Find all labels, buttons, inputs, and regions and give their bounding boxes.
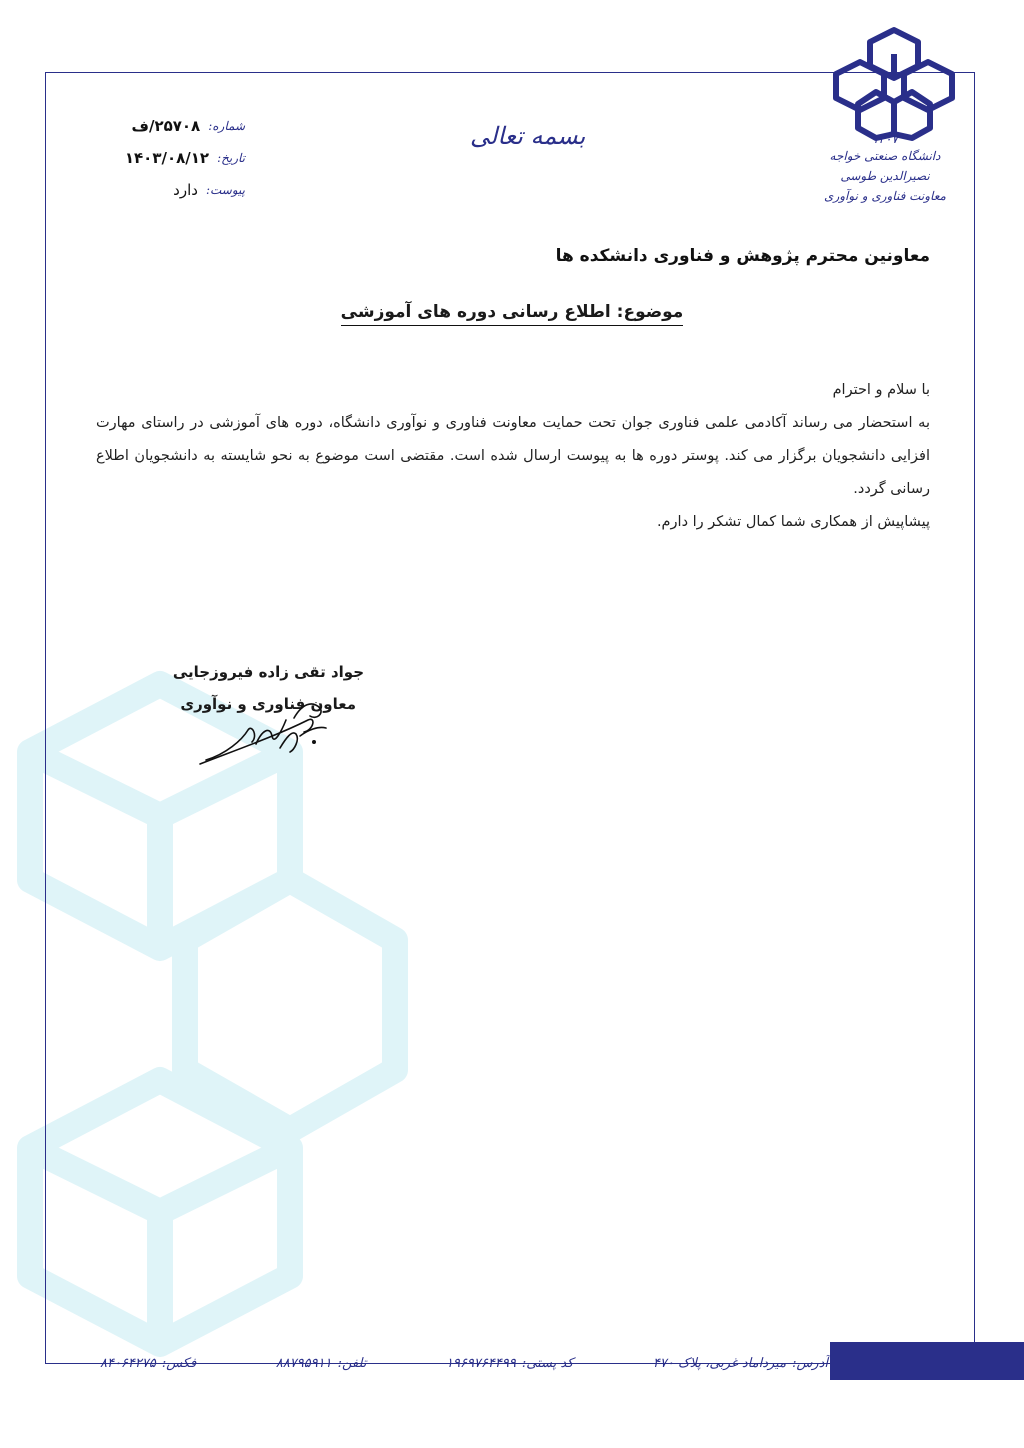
university-name-block (810, 132, 960, 206)
footer-contact (100, 1348, 828, 1378)
footer-phone (276, 1356, 367, 1371)
footer-postal (446, 1356, 573, 1371)
date-value: ۱۴۰۳/۰۸/۱۲ (124, 149, 210, 167)
letter-body (96, 374, 930, 539)
university-name: دانشگاه صنعتی خواجه نصیرالدین طوسی (829, 149, 941, 183)
fax-label: فکس: (161, 1355, 197, 1371)
greeting: با سلام و احترام (832, 382, 930, 398)
postal-value: ۱۹۶۹۷۶۴۴۹۹ (446, 1355, 516, 1371)
phone-value: ۸۸۷۹۵۹۱۱ (275, 1355, 332, 1371)
handwritten-signature-icon (196, 690, 346, 770)
fax-value: ۸۴۰۶۴۲۷۵ (99, 1355, 156, 1371)
meta-attachment-row (105, 174, 245, 206)
postal-label: کد پستی: (521, 1355, 574, 1371)
signer-title: معاون فناوری و نوآوری (180, 695, 356, 713)
meta-date-row (105, 142, 245, 174)
signer-name: جواد تقی زاده فیروزجایی (172, 663, 364, 681)
recipient-line: معاونین محترم پژوهش و فناوری دانشکده ها (555, 246, 930, 266)
meta-number-row (105, 110, 245, 142)
department-name: معاونت فناوری و نوآوری (824, 189, 946, 203)
number-value: ۲۵۷۰۸/ف (131, 117, 201, 135)
body-paragraph: به استحضار می رساند آکادمی علمی فناوری جوان تحت حمایت معاونت فناوری و نوآوری دانشگاه، دوره های آموزشی در راستای مهارت افزایی دانشجویان برگزار می کند. پوستر دوره ها به پیوست ارسال شده است. مقتضی است موضوع به نحو شایسته به دانشجویان اطلاع رسانی گردد. (96, 415, 930, 497)
closing: پیشاپیش از همکاری شما کمال تشکر را دارم. (656, 514, 930, 530)
number-label: شماره: (208, 119, 245, 133)
founding-year: ۱۳۰۷ (872, 132, 898, 146)
footer-accent-bar (830, 1342, 1024, 1380)
attachment-value: دارد (173, 181, 198, 199)
footer-divider (583, 1363, 643, 1364)
footer-divider (376, 1363, 436, 1364)
attachment-label: پیوست: (205, 183, 245, 197)
date-label: تاریخ: (217, 151, 245, 165)
address-label: آدرس: (792, 1355, 828, 1371)
subject-text: موضوع: اطلاع رسانی دوره های آموزشی (341, 302, 684, 326)
knt-university-cube-logo-icon (832, 26, 956, 142)
letter-meta (105, 110, 245, 206)
footer-fax (100, 1356, 196, 1371)
footer-divider (206, 1363, 266, 1364)
address-value: میرداماد غربی، پلاک ۴۷۰ (652, 1355, 787, 1371)
phone-label: تلفن: (337, 1355, 367, 1371)
footer-address (653, 1356, 828, 1371)
basmala-heading: بسمه تعالی (470, 122, 586, 150)
subject-line (0, 302, 1024, 322)
